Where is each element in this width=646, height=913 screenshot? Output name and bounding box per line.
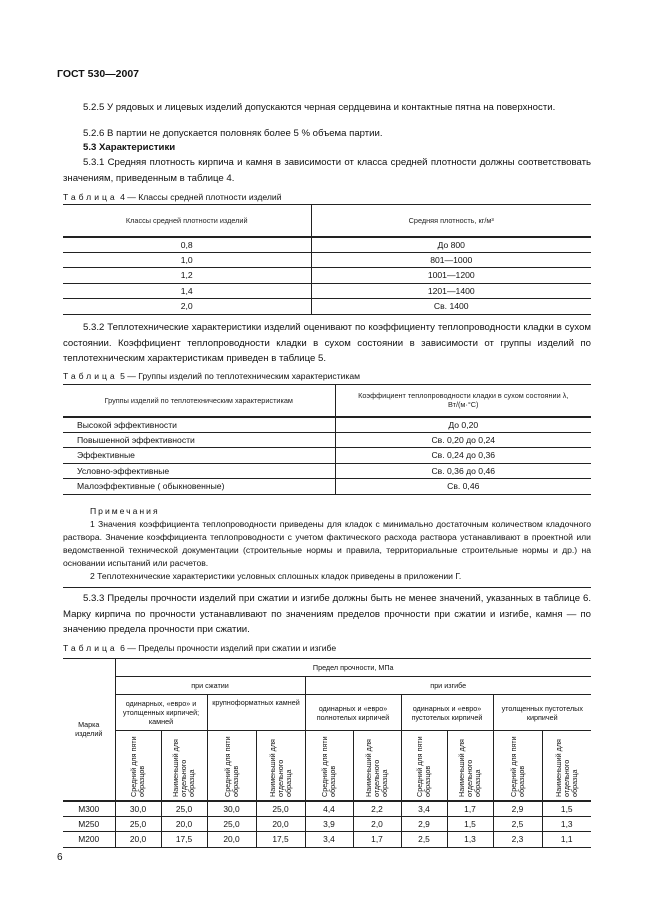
table4-cell: 0,8 xyxy=(63,237,311,253)
table6-caption xyxy=(63,643,336,653)
table6-header-avg: Средний для пяти образцов xyxy=(415,736,432,798)
table6-row xyxy=(63,816,591,832)
table6-cell: 1,5 xyxy=(447,816,493,832)
table6-cell: 20,0 xyxy=(115,832,161,848)
table4-header-class: Классы средней плотности изделий xyxy=(63,205,311,237)
table5-cell: Св. 0,24 до 0,36 xyxy=(335,448,591,464)
table5-header-coefficient: Коэффициент теплопроводности кладки в сухом состоянии λ, Вт/(м·°С) xyxy=(335,385,591,417)
table6-header-group1: одинарных, «евро» и утолщенных кирпичей; камней xyxy=(115,695,207,731)
table6-header-bending: при изгибе xyxy=(305,677,591,695)
table5-cell: Св. 0,36 до 0,46 xyxy=(335,463,591,479)
table4-cell: 2,0 xyxy=(63,299,311,315)
page-number: 6 xyxy=(57,852,63,863)
paragraph-5-3-1: 5.3.1 Средняя плотность кирпича и камня в зависимости от класса средней плотности должны соответствовать значениям, приведенным в таблице 4. xyxy=(63,157,591,184)
table5-cell: Малоэффективные ( обыкновенные) xyxy=(63,479,335,495)
table6-caption-text: 6 — Пределы прочности изделий при сжатии и изгибе xyxy=(120,643,337,653)
table6-cell: М250 xyxy=(63,816,115,832)
table6-row xyxy=(63,832,591,848)
table6-cell: 2,9 xyxy=(493,801,542,817)
table6-cell: 25,0 xyxy=(207,816,256,832)
note-2: 2 Теплотехнические характеристики условных сплошных кладок приведены в приложении Г. xyxy=(90,571,462,581)
table5-caption-word: Таблица xyxy=(63,371,118,381)
table4-cell: 1201—1400 xyxy=(311,283,591,299)
table6-cell: 2,2 xyxy=(353,801,401,817)
table6-cell: 2,9 xyxy=(401,816,447,832)
table4-cell: 1,0 xyxy=(63,252,311,268)
table6-cell: 2,0 xyxy=(353,816,401,832)
table6-header-avg: Средний для пяти образцов xyxy=(508,736,526,798)
paragraph-5-3-3: 5.3.3 Пределы прочности изделий при сжатии и изгибе должны быть не менее значений, указанных в таблице 6. Марку кирпича по прочности устанавливают по значениям пределов прочности при сжатии и изгибе, камня — по значению предела прочности при сжатии. xyxy=(63,593,591,635)
table6-cell: 20,0 xyxy=(207,832,256,848)
table4-cell: До 800 xyxy=(311,237,591,253)
table6-header-mark: Марка изделий xyxy=(63,659,115,801)
table4-cell: 801—1000 xyxy=(311,252,591,268)
table6-cell: 3,4 xyxy=(305,832,353,848)
table6-header-avg: Средний для пяти образцов xyxy=(129,736,146,798)
table-4 xyxy=(63,204,591,315)
table6-cell: 1,7 xyxy=(447,801,493,817)
table6-cell: 2,5 xyxy=(401,832,447,848)
table6-cell: 30,0 xyxy=(207,801,256,817)
table4-caption-word: Таблица xyxy=(63,192,118,202)
document-header: ГОСТ 530—2007 xyxy=(57,68,140,80)
table4-caption xyxy=(63,192,282,202)
table-5 xyxy=(63,384,591,495)
table6-cell: М200 xyxy=(63,832,115,848)
table5-cell: Св. 0,20 до 0,24 xyxy=(335,432,591,448)
table6-header-min: Наименьший для отдельного образца xyxy=(457,739,482,798)
table6-cell: 25,0 xyxy=(161,801,207,817)
section-heading-5-3: 5.3 Характеристики xyxy=(83,142,176,153)
table6-cell: 25,0 xyxy=(256,801,305,817)
table6-row xyxy=(63,801,591,817)
table5-caption-text: 5 — Группы изделий по теплотехническим характеристикам xyxy=(120,371,361,381)
table6-cell: 30,0 xyxy=(115,801,161,817)
table6-cell: 3,4 xyxy=(401,801,447,817)
table6-cell: 20,0 xyxy=(256,816,305,832)
table4-cell: Св. 1400 xyxy=(311,299,591,315)
table6-cell: 1,3 xyxy=(447,832,493,848)
note-1: 1 Значения коэффициента теплопроводности приведены для кладок с минимально достаточным количеством кладочного раствора. Значение коэффициента теплопроводности с учетом фактического расхода раствора устанавливают в проектной или ведомственной технической документации (строительные нормы и правила, территориальные строительные нормы и др.) на основании испытаний или расчетов. xyxy=(63,519,591,568)
table4-caption-text: 4 — Классы средней плотности изделий xyxy=(120,192,282,202)
table6-header-group2: крупноформатных камней xyxy=(207,695,305,731)
table6-header-min: Наименьший для отдельного образца xyxy=(267,739,293,798)
table6-cell: 1,5 xyxy=(542,801,591,817)
table6-cell: 2,5 xyxy=(493,816,542,832)
table6-header-min: Наименьший для отдельного образца xyxy=(553,739,579,798)
table6-cell: М300 xyxy=(63,801,115,817)
table6-header-compression: при сжатии xyxy=(115,677,305,695)
table6-cell: 17,5 xyxy=(256,832,305,848)
table6-caption-word: Таблица xyxy=(63,643,118,653)
notes-title: Примечания xyxy=(90,506,160,516)
table4-header-density: Средняя плотность, кг/м³ xyxy=(311,205,591,237)
table5-cell: До 0,20 xyxy=(335,417,591,433)
paragraph-5-3-2: 5.3.2 Теплотехнические характеристики изделий оценивают по коэффициенту теплопроводности кладки в сухом состоянии. Коэффициент теплопроводности кладки в сухом состоянии в зависимости от группы изделий по теплотехническим характеристикам приведен в таблице 5. xyxy=(63,322,591,364)
table5-cell: Повышенной эффективности xyxy=(63,432,335,448)
table6-cell: 2,3 xyxy=(493,832,542,848)
table4-cell: 1,4 xyxy=(63,283,311,299)
table6-header-min: Наименьший для отдельного образца xyxy=(364,739,389,798)
table5-cell: Условно-эффективные xyxy=(63,463,335,479)
table6-cell: 4,4 xyxy=(305,801,353,817)
table6-cell: 1,7 xyxy=(353,832,401,848)
paragraph-5-2-6: 5.2.6 В партии не допускается половняк более 5 % объема партии. xyxy=(83,128,383,139)
table6-cell: 17,5 xyxy=(161,832,207,848)
table6-header-min: Наименьший для отдельного образца xyxy=(171,739,196,798)
table5-caption xyxy=(63,371,360,381)
table6-cell: 25,0 xyxy=(115,816,161,832)
table5-header-group: Группы изделий по теплотехническим характеристикам xyxy=(63,385,335,417)
table6-header-avg: Средний для пяти образцов xyxy=(320,736,337,798)
table5-cell: Эффективные xyxy=(63,448,335,464)
table6-header-group3: одинарных и «евро» полнотелых кирпичей xyxy=(305,695,401,731)
table-6 xyxy=(63,658,591,848)
table6-cell: 1,3 xyxy=(542,816,591,832)
table6-header-avg: Средний для пяти образцов xyxy=(222,736,240,798)
table5-cell: Высокой эффективности xyxy=(63,417,335,433)
table6-cell: 1,1 xyxy=(542,832,591,848)
table4-cell: 1,2 xyxy=(63,268,311,284)
table4-cell: 1001—1200 xyxy=(311,268,591,284)
table6-header-group5: утолщенных пустотелых кирпичей xyxy=(493,695,591,731)
table5-cell: Св. 0,46 xyxy=(335,479,591,495)
table6-header-group4: одинарных и «евро» пустотелых кирпичей xyxy=(401,695,493,731)
table6-cell: 3,9 xyxy=(305,816,353,832)
table6-header-limit: Предел прочности, МПа xyxy=(115,659,591,677)
table6-cell: 20,0 xyxy=(161,816,207,832)
table5-notes xyxy=(63,505,591,588)
paragraph-5-2-5: 5.2.5 У рядовых и лицевых изделий допускаются черная сердцевина и контактные пятна на поверхности. xyxy=(83,102,556,113)
